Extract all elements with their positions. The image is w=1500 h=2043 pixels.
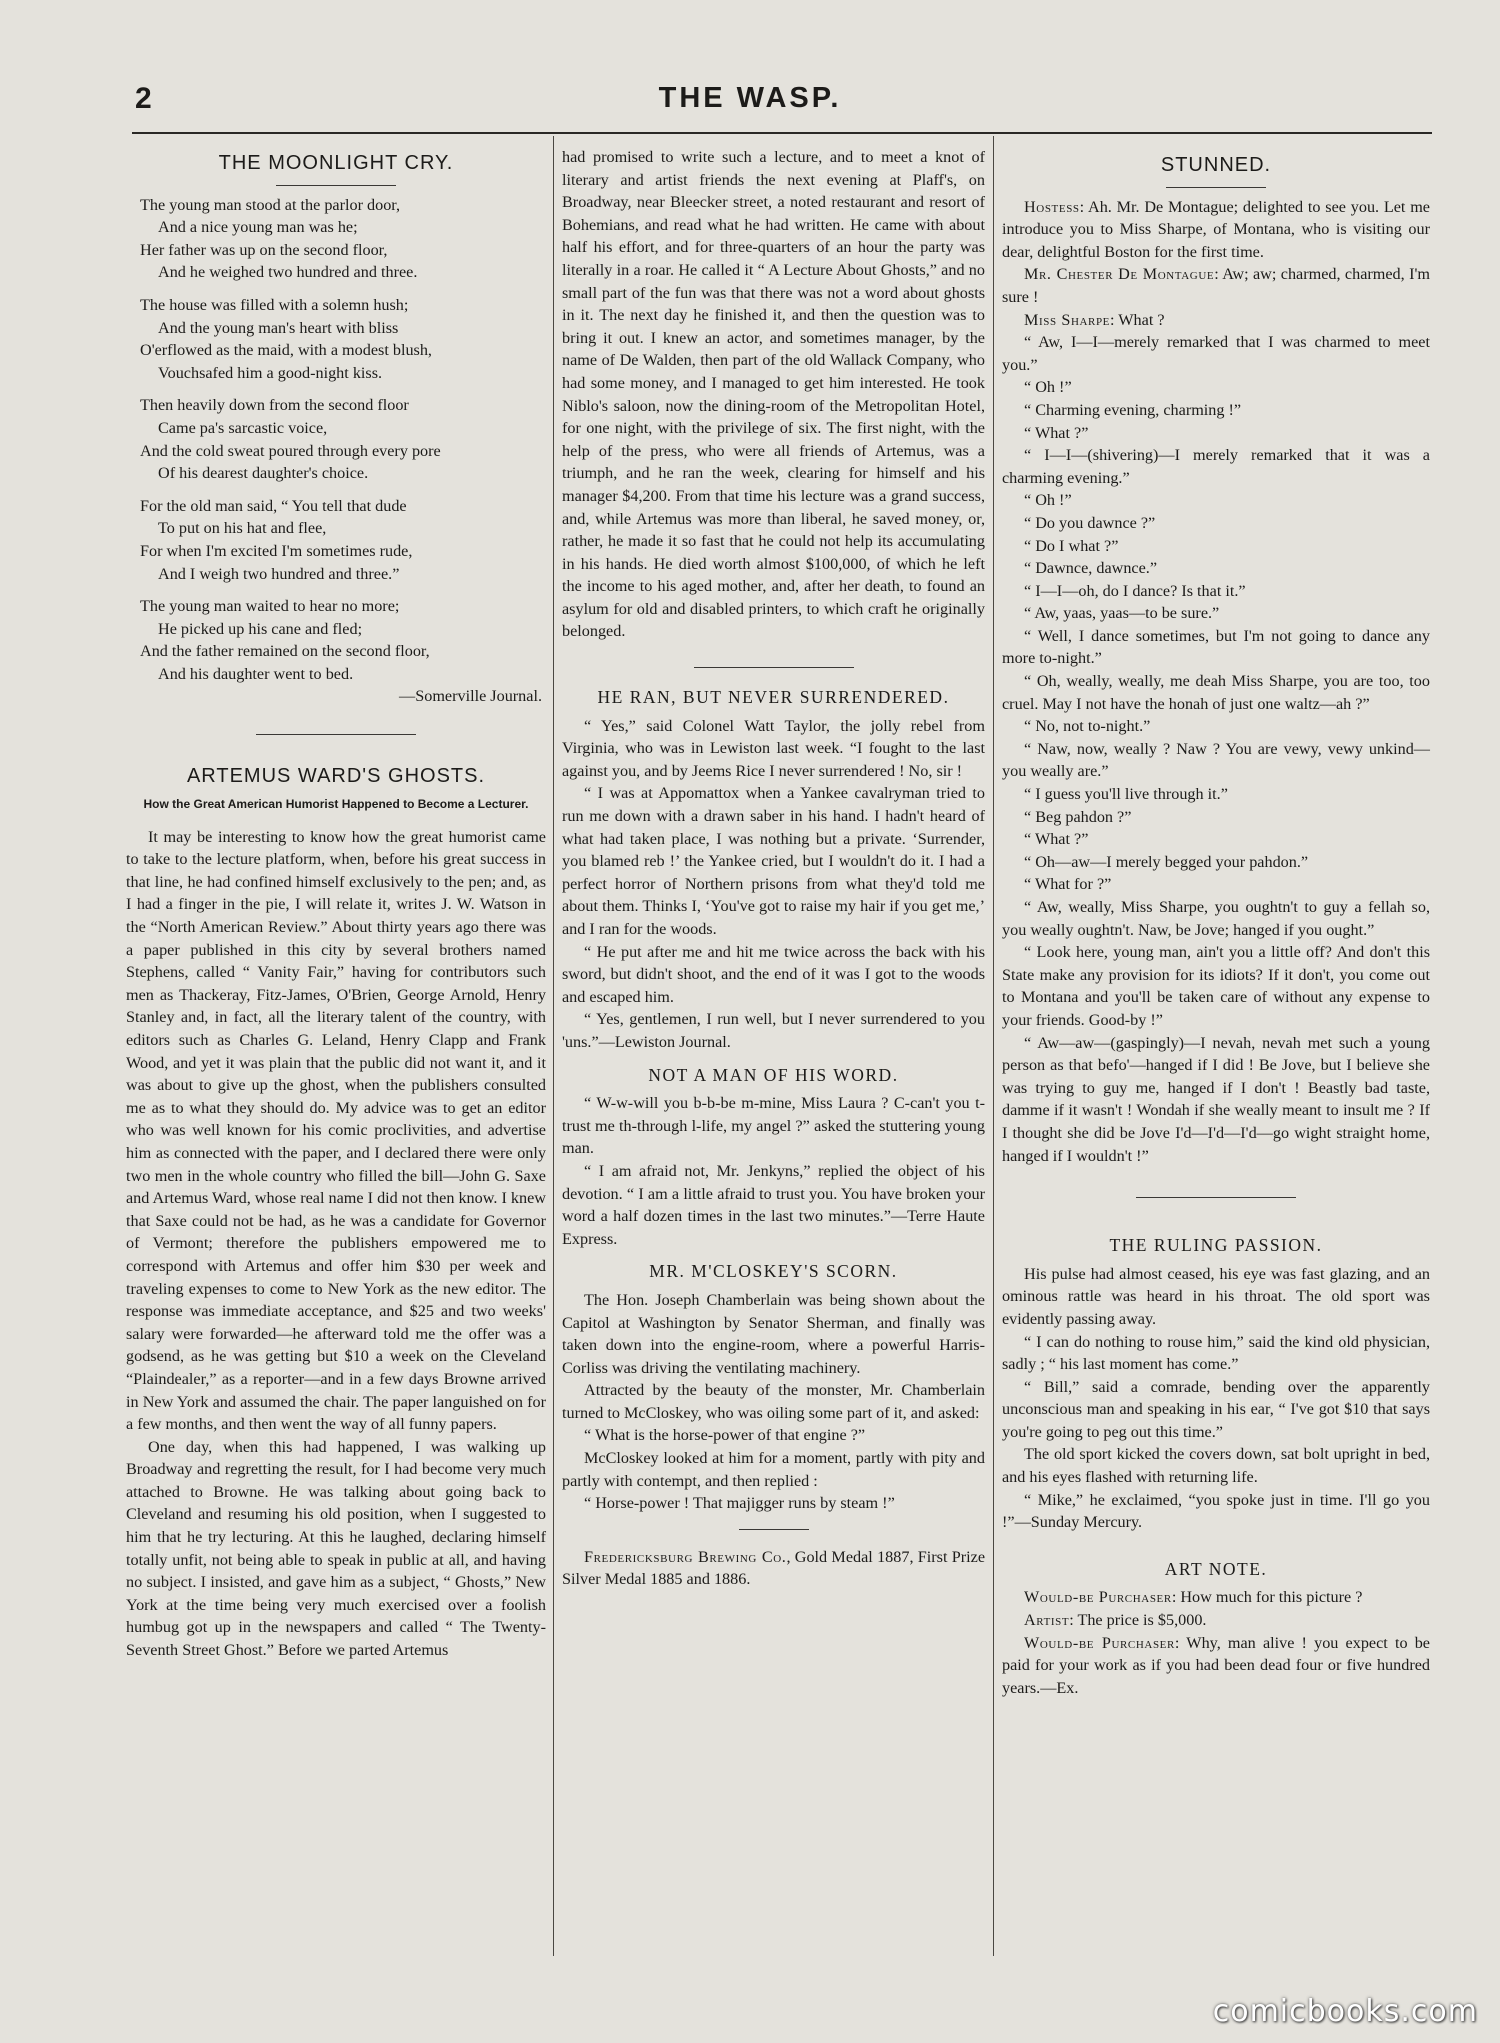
story-title: STUNNED. xyxy=(1160,154,1272,176)
poem-line: And the young man's heart with bliss xyxy=(158,318,399,337)
poem-line: For when I'm excited I'm sometimes rude, xyxy=(140,541,413,560)
dialogue-text: “ Aw—aw—(gaspingly)—I nevah, nevah met such a young person as that befo'—hanged if I did ! Be Jove, but I believe she was trying to guy me, hanged if I don't ! Beastly bad taste, damme if it wasn't ! Wondah if she weally meant to insult me ? If I thought she did be Jove I'd—I'd—I'd—go wight straight home, hanged if I wouldn't !” xyxy=(1002,1033,1430,1165)
column-divider xyxy=(553,136,554,1956)
section-divider xyxy=(256,734,416,735)
stanza xyxy=(140,194,546,284)
article-continuation: had promised to write such a lecture, and to meet a knot of literary and artist friends the next evening at Plaff's, on Broadway, near Bleecker street, a noted restaurant and resort of Bohemians, and read what he had written. He came with about half his effort, and for three-quarters of an hour the party was literally in a roar. He called it “ A Lecture About Ghosts,” and no small part of the fun was that there was not a word about ghosts in it. The next day he finished it, and then the question was to bring it out. I knew an actor, and sometimes manager, by the name of De Walden, then part of the old Wallack Company, who had some money, and I managed to get him interested. He took Niblo's saloon, now the dining-room of the Metropolitan Hotel, for one night, with the privilege of six. The first night, with the help of the press, who were all friends of Artemus, was a triumph, and he ran the week, clearing for himself and his manager $4,200. From that time his lecture was a grand success, and, while Artemus was more than liberal, he saved money, or, rather, he made it so fast that he could not help its accumulating in his hands. He died worth almost $100,000, of which he left the income to his aged mother, and, after her death, to found an asylum for old and disabled printers, to which craft he originally belonged. xyxy=(562,148,985,641)
column-left xyxy=(126,146,546,1662)
dialogue-line xyxy=(1002,715,1430,738)
dialogue-text: “ Oh !” xyxy=(1024,491,1072,510)
dialogue-text: “ I—I—(shivering)—I merely remarked that it was a charming evening.” xyxy=(1002,446,1430,487)
story-paragraph: The Hon. Joseph Chamberlain was being shown about the Capitol at Washington by Senator Sherman, and finally was taken down into the engine-room, where a powerful Harris-Corliss was driving the ventilating machinery. xyxy=(562,1290,985,1377)
dialogue-line xyxy=(1002,851,1430,874)
dialogue-line xyxy=(1002,1609,1430,1632)
dialogue-text: “ Well, I dance sometimes, but I'm not going to dance any more to-night.” xyxy=(1002,626,1430,668)
story-paragraph: “ What is the horse-power of that engine ?” xyxy=(584,1426,866,1445)
dialogue-line xyxy=(1002,376,1430,399)
dialogue-text: “ Oh, weally, weally, me deah Miss Sharpe, you are too, too cruel. May I not have the honah of just one waltz—ah ?” xyxy=(1002,672,1430,713)
dialogue-line xyxy=(1002,738,1430,783)
poem-line: O'erflowed as the maid, with a modest blush, xyxy=(140,341,432,360)
story-paragraph: “ Yes,” said Colonel Watt Taylor, the jolly rebel from Virginia, who was in Lewiston last week. “I fought to the last against you, and by Jeems Rice I never surrendered ! No, sir ! xyxy=(562,716,985,780)
speaker-name: Hostess xyxy=(1024,197,1080,216)
poem-line: He picked up his cane and fled; xyxy=(158,619,363,638)
dialogue-text: : How much for this picture ? xyxy=(1171,1588,1363,1607)
dialogue-line xyxy=(1002,331,1430,376)
story-paragraph: “ W-w-will you b-b-be m-mine, Miss Laura ? C-can't you t-trust me th-through l-life, my angel ?” asked the stuttering young man. xyxy=(562,1094,985,1158)
dialogue-line xyxy=(1002,422,1430,445)
dialogue-text: “ Do I what ?” xyxy=(1024,536,1119,555)
dialogue-text: “ I guess you'll live through it.” xyxy=(1024,785,1228,804)
dialogue-text: “ Naw, now, weally ? Naw ? You are vewy, vewy unkind—you weally are.” xyxy=(1002,739,1430,781)
dialogue-line xyxy=(1002,873,1430,896)
column-middle xyxy=(562,146,985,1591)
dialogue-text: “ Do you dawnce ?” xyxy=(1024,513,1156,532)
poem-line: The young man stood at the parlor door, xyxy=(140,195,401,214)
dialogue-text: “ Dawnce, dawnce.” xyxy=(1024,559,1158,578)
poem-line: The young man waited to hear no more; xyxy=(140,597,400,616)
story-paragraph: “ I am afraid not, Mr. Jenkyns,” replied the object of his devotion. “ I am a little afraid to trust you. You have broken your word a half dozen times in the last two minutes.”—Terre Haute Express. xyxy=(562,1161,985,1248)
story-paragraph: “ Bill,” said a comrade, bending over the apparently unconscious man and speaking in his ear, “ I've got $10 that says you're going to peg out this time.” xyxy=(1002,1377,1430,1441)
ad-text: , Gold Medal 1887, First Prize Silver Medal 1885 and 1886. xyxy=(562,1547,986,1589)
dialogue-line xyxy=(1002,512,1430,535)
dialogue-line xyxy=(1002,670,1430,715)
header-rule xyxy=(132,132,1432,134)
story-paragraph: His pulse had almost ceased, his eye was fast glazing, and an ominous rattle was heard in his throat. The old sport was evidently passing away. xyxy=(1002,1264,1430,1328)
speaker-name: Would-be Purchaser xyxy=(1024,1633,1175,1652)
dialogue-line xyxy=(1002,263,1430,308)
poem-title: THE MOONLIGHT CRY. xyxy=(218,152,454,174)
section-divider xyxy=(694,667,854,668)
dialogue-line xyxy=(1002,941,1430,1031)
stanza xyxy=(140,595,546,685)
title-underline xyxy=(1166,187,1266,188)
dialogue-line xyxy=(1002,557,1430,580)
dialogue-text: “ I—I—oh, do I dance? Is that it.” xyxy=(1024,581,1246,600)
poem-line: And the cold sweat poured through every pore xyxy=(140,441,441,460)
speaker-name: Would-be Purchaser xyxy=(1024,1588,1172,1607)
dialogue-line xyxy=(1002,489,1430,512)
story-paragraph: “ Mike,” he exclaimed, “you spoke just in time. I'll go you !”—Sunday Mercury. xyxy=(1002,1490,1430,1532)
story-paragraph: “ I was at Appomattox when a Yankee cavalryman tried to run me down with a drawn saber in his hand. I hadn't heard of what had taken place, I was nothing but a private. ‘Surrender, you blamed reb !’ the Yankee cried, but I wouldn't do it. I had a perfect horror of Northern prisons from what they'd told me about them. Thinks I, ‘You've got to raise my hair if you get me,’ and I ran for the woods. xyxy=(562,784,985,938)
story-title: ART NOTE. xyxy=(1164,1558,1268,1579)
section-divider xyxy=(1136,1197,1296,1198)
dialogue-line xyxy=(1002,1586,1430,1609)
dialogue-line xyxy=(1002,896,1430,941)
title-underline xyxy=(276,185,396,186)
dialogue-line xyxy=(1002,399,1430,422)
dialogue-text: “ Aw, yaas, yaas—to be sure.” xyxy=(1024,604,1220,623)
story-title: HE RAN, BUT NEVER SURRENDERED. xyxy=(597,687,950,708)
story-title: MR. M'CLOSKEY'S SCORN. xyxy=(649,1261,898,1282)
story-paragraph: “ Yes, gentlemen, I run well, but I never surrendered to you 'uns.”—Lewiston Journal. xyxy=(562,1010,985,1051)
dialogue-text: “ What for ?” xyxy=(1024,875,1112,894)
poem-line: And I weigh two hundred and three.” xyxy=(158,564,400,583)
advertisement xyxy=(562,1546,985,1591)
dialogue-line xyxy=(1002,196,1430,264)
masthead-title: THE WASP. xyxy=(658,82,842,114)
story-paragraph: “ Horse-power ! That majigger runs by steam !” xyxy=(584,1494,895,1513)
poem-line: And a nice young man was he; xyxy=(158,218,358,237)
dialogue-line xyxy=(1002,625,1430,670)
ad-company-name: Fredericksburg Brewing Co. xyxy=(584,1547,787,1566)
column-divider xyxy=(993,136,994,1956)
story-paragraph: “ I can do nothing to rouse him,” said the kind old physician, sadly ; “ his last moment has come.” xyxy=(1002,1332,1430,1374)
poem-line: For the old man said, “ You tell that dude xyxy=(140,496,407,515)
article-paragraph: It may be interesting to know how the great humorist came to take to the lecture platform, when, before his great success in that line, he had confined himself exclusively to the pen; and, as I had a finger in the pie, I will relate it, writes J. W. Watson in the “North American Review.” About thirty years ago there was a paper published in this city by several brothers named Stephens, called “ Vanity Fair,” having for contributors such men as Thackeray, Fitz-James, O'Brien, George Arnold, Henry Stanley and, in fact, all the literary talent of the country, with editors such as Charles G. Leland, Henry Clapp and Frank Wood, and yet it was plain that the public did not want it, and it was about to give up the ghost, when the publishers consulted me as to what they should do. My advice was to get an editor who was well known for his comic proclivities, and advertise him as connected with the paper, and I declared there were only two men in the whole country who filled the bill—John G. Saxe and Artemus Ward, whose real name I did not then know. I knew that Saxe could not be had, as he was a candidate for Governor of Vermont; therefore the publishers empowered me to correspond with Artemus and offer him $30 per week and traveling expenses to come to New York as the new editor. The response was immediate acceptance, and $25 and two weeks' salary were forwarded—he afterward told me the offer was a godsend, as he was getting but $10 a week on the Cleveland “Plaindealer,” as a reporter—and in a few days Browne arrived in New York and assumed the chair. The paper languished on for a few months, and then went the way of all funny papers. xyxy=(126,827,546,1434)
dialogue-text: : The price is $5,000. xyxy=(1069,1611,1207,1630)
poem-credit: —Somerville Journal. xyxy=(399,687,542,706)
story-title: THE RULING PASSION. xyxy=(1109,1235,1323,1256)
speaker-name: Mr. Chester De Montague xyxy=(1024,265,1215,284)
poem-line: The house was filled with a solemn hush; xyxy=(140,295,409,314)
dialogue-text: : What ? xyxy=(1110,310,1165,329)
dialogue-line xyxy=(1002,806,1430,829)
stanza xyxy=(140,495,546,585)
dialogue-line xyxy=(1002,828,1430,851)
poem-line: Her father was up on the second floor, xyxy=(140,240,388,259)
dialogue-line xyxy=(1002,444,1430,489)
poem-line: Of his dearest daughter's choice. xyxy=(158,464,369,483)
article-title: ARTEMUS WARD'S GHOSTS. xyxy=(186,765,486,788)
dialogue-line xyxy=(1002,602,1430,625)
dialogue-text: “ Oh—aw—I merely begged your pahdon.” xyxy=(1024,852,1309,871)
story-paragraph: “ He put after me and hit me twice across the back with his sword, but didn't shoot, and the end of it was I got to the woods and escaped him. xyxy=(562,942,985,1006)
dialogue-text: : Aw; aw; charmed, charmed, I'm sure ! xyxy=(1002,265,1430,306)
article-paragraph: One day, when this had happened, I was walking up Broadway and regretting the result, for I had become very much attached to Browne. He was talking about going back to Cleveland and resuming his old position, when I suggested to him that he try lecturing. At this he laughed, declaring himself totally unfit, not being able to speak in public at all, and having no subject. I insisted, and gave him as a subject, “ Ghosts,” New York at the time being very much exercised over a foolish humbug got up in the newspapers and called “ The Twenty-Seventh Street Ghost.” Before we parted Artemus xyxy=(126,1437,546,1660)
dialogue-text: : Ah. Mr. De Montague; delighted to see you. Let me introduce you to Miss Sharpe, of Montana, who is visiting our dear, delightful Boston for the first time. xyxy=(1002,197,1430,261)
section-divider xyxy=(739,1529,809,1530)
story-paragraph: The old sport kicked the covers down, sat bolt upright in bed, and his eyes flashed with returning life. xyxy=(1002,1445,1430,1487)
article-subtitle: How the Great American Humorist Happened to Become a Lecturer. xyxy=(143,796,529,811)
stanza xyxy=(140,294,546,384)
dialogue-text: “ No, not to-night.” xyxy=(1024,717,1151,736)
art-note xyxy=(1002,1586,1430,1699)
dialogue-line xyxy=(1002,1032,1430,1168)
poem-line: To put on his hat and flee, xyxy=(158,519,327,538)
speaker-name: Artist xyxy=(1024,1611,1070,1630)
dialogue-text: : Why, man alive ! you expect to be paid for your work as if you had been dead four or five hundred years.—Ex. xyxy=(1002,1633,1430,1697)
dialogue-text: “ Oh !” xyxy=(1024,378,1072,397)
dialogue-line xyxy=(1002,783,1430,806)
dialogue-text: “ What ?” xyxy=(1024,423,1089,442)
poem-line: Vouchsafed him a good-night kiss. xyxy=(158,363,383,382)
poem-line: Came pa's sarcastic voice, xyxy=(158,418,328,437)
dialogue-text: “ Aw, weally, Miss Sharpe, you oughtn't to guy a fellah so, you weally oughtn't. Naw, be Jove; hanged if you ought.” xyxy=(1002,898,1430,939)
poem-line: And the father remained on the second floor, xyxy=(140,642,430,661)
story-paragraph: McCloskey looked at him for a moment, partly with pity and partly with contempt, and then replied : xyxy=(562,1449,985,1490)
story-title: NOT A MAN OF HIS WORD. xyxy=(648,1064,899,1085)
dialogue-text: “ Aw, I—I—merely remarked that I was charmed to meet you.” xyxy=(1002,333,1430,374)
story-paragraph: Attracted by the beauty of the monster, Mr. Chamberlain turned to McCloskey, who was oiling some part of it, and asked: xyxy=(562,1381,985,1422)
dialogue-line xyxy=(1002,580,1430,603)
poem-line: Then heavily down from the second floor xyxy=(140,396,409,415)
dialogue-text: “ What ?” xyxy=(1024,830,1089,849)
dialogue-text: “ Beg pahdon ?” xyxy=(1024,807,1132,826)
stanza xyxy=(140,394,546,484)
dialogue-line xyxy=(1002,1632,1430,1700)
dialogue-text: “ Look here, young man, ain't you a little off? And don't this State make any provision for its idiots? If it don't, you come out to Montana and you'll be taken care of without any expense to your friends. Good-by !” xyxy=(1002,943,1430,1029)
column-right xyxy=(1002,146,1430,1699)
speaker-name: Miss Sharpe xyxy=(1024,310,1111,329)
poem xyxy=(140,194,546,708)
dialogue xyxy=(1002,196,1430,1168)
poem-line: And his daughter went to bed. xyxy=(158,664,354,683)
page-number: 2 xyxy=(135,82,152,115)
dialogue-line xyxy=(1002,309,1430,332)
dialogue-line xyxy=(1002,535,1430,558)
watermark-logo: comicbooks.com xyxy=(1212,1994,1478,2029)
poem-line: And he weighed two hundred and three. xyxy=(158,263,418,282)
dialogue-text: “ Charming evening, charming !” xyxy=(1024,400,1242,419)
